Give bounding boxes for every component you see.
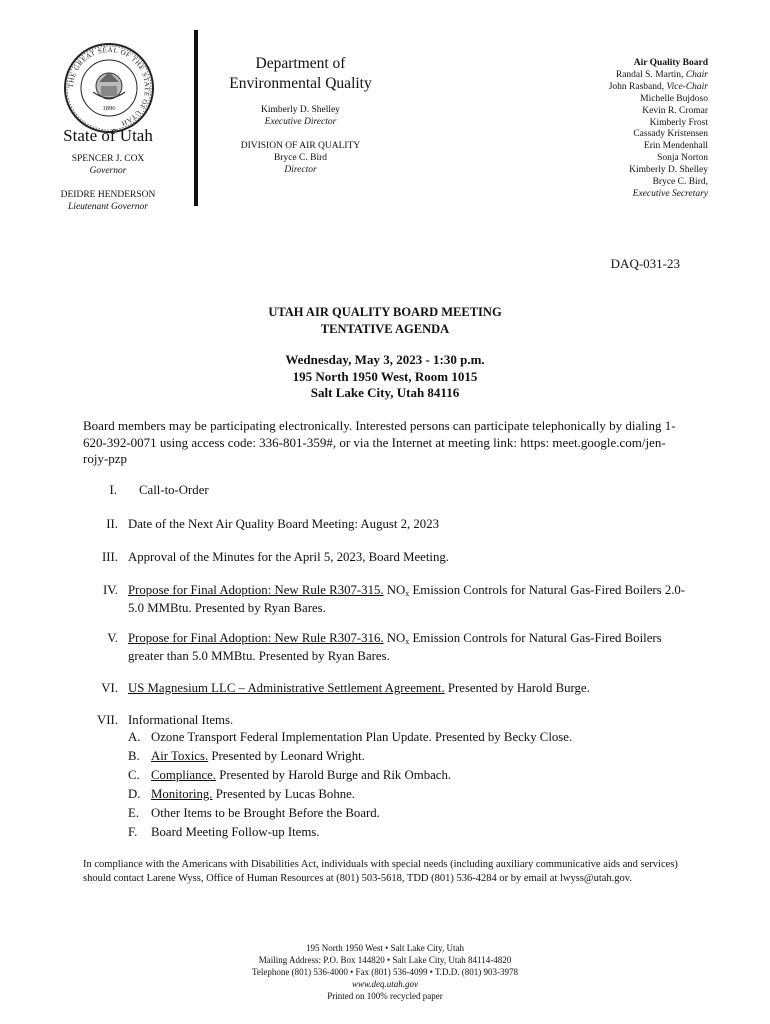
board-member-name: Michelle Bujdoso xyxy=(640,93,708,104)
informational-item-letter: A. xyxy=(128,730,141,744)
agenda-item-description: Emission Controls for Natural Gas-Fired Boilers 2.0-5.0 MMBtu. Presented by Ryan Bares. xyxy=(128,583,686,615)
informational-item-text xyxy=(151,747,671,765)
board-member-name: Sonja Norton xyxy=(657,153,708,164)
dept-name-line1: Department of xyxy=(255,55,346,72)
governor-title: Governor xyxy=(89,166,127,176)
agenda-item-text xyxy=(128,582,688,617)
meeting-date: Wednesday, May 3, 2023 - 1:30 p.m. xyxy=(285,352,485,367)
informational-item-description: Other Items to be Brought Before the Board. xyxy=(151,806,380,820)
exec-director-title: Executive Director xyxy=(264,117,337,127)
footer-website[interactable]: www.deq.utah.gov xyxy=(351,979,419,989)
pollutant-subscript: x xyxy=(405,589,410,598)
agenda-item-text xyxy=(128,680,688,697)
board-member xyxy=(548,70,708,82)
informational-item-text xyxy=(151,804,671,822)
board-secretary-title: Executive Secretary xyxy=(632,188,708,199)
board-member-name: Cassady Kristensen xyxy=(633,129,708,140)
board-member-name: Randal S. Martin, xyxy=(615,69,686,80)
header-divider xyxy=(194,30,198,206)
board-member-name: John Rasband, xyxy=(608,81,667,92)
meeting-city: Salt Lake City, Utah 84116 xyxy=(310,385,460,400)
seal-year: 1896 xyxy=(102,105,116,112)
informational-item-text xyxy=(151,728,671,746)
agenda-item-link[interactable]: Propose for Final Adoption: New Rule R307-316. xyxy=(128,631,384,645)
governor-name: SPENCER J. COX xyxy=(71,154,145,164)
state-block xyxy=(40,126,176,213)
informational-item-letter: D. xyxy=(128,787,141,801)
informational-item-description: Ozone Transport Federal Implementation Plan Update. Presented by Becky Close. xyxy=(151,730,573,744)
agenda-item-description: Emission Controls for Natural Gas-Fired Boilers greater than 5.0 MMBtu. Presented by Ryan Bares. xyxy=(128,631,662,663)
informational-item-link[interactable]: Air Toxics. xyxy=(151,749,209,763)
state-seal xyxy=(63,42,155,134)
agenda-item-description: Informational Items. xyxy=(128,713,234,727)
agenda-item-description: Approval of the Minutes for the April 5, 2023, Board Meeting. xyxy=(128,550,449,564)
division-director-title: Director xyxy=(284,165,317,175)
board-member xyxy=(548,153,708,165)
informational-item-description: Presented by Harold Burge and Rik Ombach. xyxy=(216,768,452,782)
pollutant-subscript: x xyxy=(405,637,410,646)
board-member xyxy=(548,106,708,118)
board-member-role: Vice-Chair xyxy=(666,81,708,92)
agenda-item-number: V. xyxy=(107,631,118,645)
pollutant-label: NO xyxy=(383,583,406,597)
footer-mailing: Mailing Address: P.O. Box 144820 • Salt Lake City, Utah 84114-4820 xyxy=(258,955,512,965)
informational-item-description: Presented by Lucas Bohne. xyxy=(212,787,356,801)
agenda-item-number: VI. xyxy=(101,681,118,695)
board-member xyxy=(548,94,708,106)
state-name: State of Utah xyxy=(63,126,153,145)
informational-item-link[interactable]: Monitoring. xyxy=(151,787,213,801)
informational-item-link[interactable]: Compliance. xyxy=(151,768,217,782)
informational-item-letter: F. xyxy=(128,825,138,839)
board-members xyxy=(548,58,708,201)
dept-name-line2: Environmental Quality xyxy=(229,75,372,92)
agenda-item-number: I. xyxy=(109,483,117,497)
footer-phone: Telephone (801) 536-4000 • Fax (801) 536-4099 • T.D.D. (801) 903-3978 xyxy=(251,967,519,977)
board-member xyxy=(548,118,708,130)
agenda-item-number: IV. xyxy=(102,583,118,597)
agenda-item-link[interactable]: US Magnesium LLC – Administrative Settlement Agreement. xyxy=(128,681,445,695)
heading-line1: UTAH AIR QUALITY BOARD MEETING xyxy=(268,305,502,319)
division-director-name: Bryce C. Bird xyxy=(273,153,328,163)
agenda-item-description: Presented by Harold Burge. xyxy=(444,681,590,695)
intro-paragraph: Board members may be participating electronically. Interested persons can participate telephonically by dialing 1-620-392-0071 using access code: 336-801-359#, or via the Internet at meeting link: https: meet.google.com/jen-rojy-pzp xyxy=(83,418,676,466)
agenda-item-text xyxy=(128,630,688,665)
informational-item-letter: E. xyxy=(128,806,140,820)
agenda-item-number: VII. xyxy=(97,713,118,727)
informational-item-text xyxy=(151,766,671,784)
meeting-address: 195 North 1950 West, Room 1015 xyxy=(292,368,478,384)
department-block xyxy=(218,54,383,176)
board-member-name: Kimberly Frost xyxy=(649,117,708,128)
agenda-item-number: III. xyxy=(102,550,118,564)
board-member-name: Erin Mendenhall xyxy=(643,141,708,152)
board-member-role: Chair xyxy=(685,69,708,80)
board-member xyxy=(548,165,708,177)
board-member-name: Kimberly D. Shelley xyxy=(629,165,708,176)
agenda-item-text xyxy=(128,549,688,566)
informational-item-description: Presented by Leonard Wright. xyxy=(208,749,365,763)
board-member-name: Bryce C. Bird, xyxy=(652,177,708,188)
ada-compliance-note: In compliance with the Americans with Disabilities Act, individuals with special needs (including auxiliary communicative aids and services) should contact Larene Wyss, Office of Human Resources at (801) 503-5618, TDD (801) 536-4284 or by email at lwyss@utah.gov. xyxy=(83,859,678,884)
informational-item-letter: C. xyxy=(128,768,140,782)
seal-ring-text: THE GREAT SEAL OF THE STATE OF UTAH xyxy=(66,45,152,128)
agenda-item-description: Call-to-Order xyxy=(139,483,209,497)
meeting-details xyxy=(0,352,770,402)
lt-governor-name: DEIDRE HENDERSON xyxy=(60,190,156,200)
agenda-heading xyxy=(0,304,770,337)
agenda-item-text xyxy=(128,712,688,729)
board-member xyxy=(548,141,708,153)
footer-recycled: Printed on 100% recycled paper xyxy=(327,991,443,1001)
agenda-item-link[interactable]: Propose for Final Adoption: New Rule R307-315. xyxy=(128,583,384,597)
pollutant-label: NO xyxy=(383,631,406,645)
informational-item-description: Board Meeting Follow-up Items. xyxy=(151,825,320,839)
document-number: DAQ-031-23 xyxy=(610,256,680,271)
lt-governor-title: Lieutenant Governor xyxy=(68,202,148,212)
agenda-item-text xyxy=(139,482,699,499)
exec-director-name: Kimberly D. Shelley xyxy=(261,105,340,115)
informational-item-text xyxy=(151,823,671,841)
board-member-name: Kevin R. Cromar xyxy=(642,105,708,116)
board-member xyxy=(548,129,708,141)
heading-line2: TENTATIVE AGENDA xyxy=(320,321,450,336)
board-title: Air Quality Board xyxy=(633,58,708,68)
footer-address: 195 North 1950 West • Salt Lake City, Utah xyxy=(306,943,464,953)
agenda-item-number: II. xyxy=(106,517,118,531)
informational-item-letter: B. xyxy=(128,749,140,763)
agenda-item-description: Date of the Next Air Quality Board Meeting: August 2, 2023 xyxy=(128,517,439,531)
board-member xyxy=(548,177,708,189)
division-name: DIVISION OF AIR QUALITY xyxy=(240,141,361,151)
agenda-item-text xyxy=(128,516,688,533)
informational-item-text xyxy=(151,785,671,803)
board-member xyxy=(548,82,708,94)
footer xyxy=(0,942,770,1002)
